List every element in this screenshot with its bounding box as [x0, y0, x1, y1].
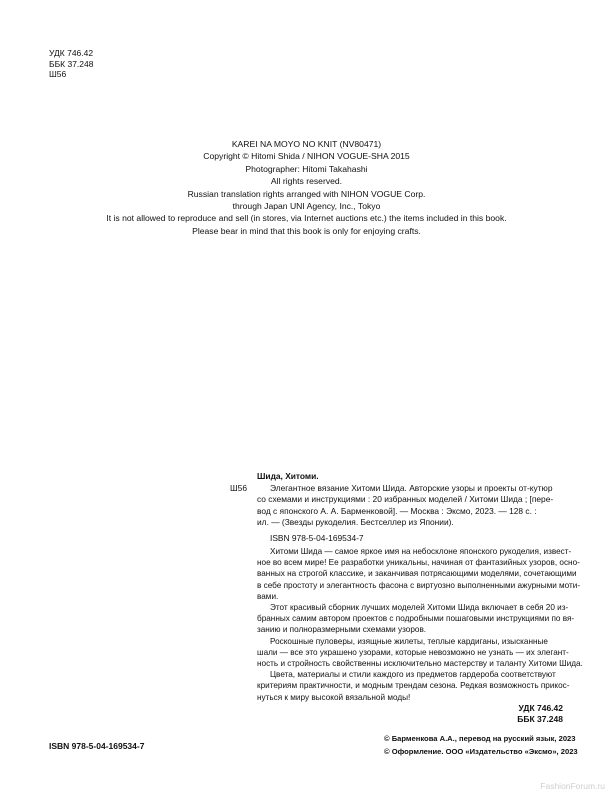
bottom-udk: УДК 746.42 — [518, 703, 563, 713]
author-mark: Ш56 — [49, 69, 67, 79]
copyright-line: KAREI NA MOYO NO KNIT (NV80471) — [231, 139, 382, 149]
paragraph-line: нуться к миру высокой вязальной моды! — [257, 692, 411, 702]
description-line: вод с японского А. А. Барменковой]. — Москва : Эксмо, 2023. — 128 с. : — [257, 505, 537, 516]
footer-isbn: ISBN 978-5-04-169534-7 — [49, 741, 145, 751]
paragraph-line: Хитоми Шида — самое яркое имя на небосклоне японского рукоделия, извест- — [270, 547, 572, 556]
author-heading: Шида, Хитоми. — [257, 471, 319, 481]
copyright-line: Copyright © Hitomi Shida / NIHON VOGUE-SHA 2015 — [203, 151, 410, 162]
footer-copyrights — [384, 733, 578, 758]
paragraph-line: ность и стройность свойственны исключительно мастерству и таланту Хитоми Шида. — [257, 659, 583, 669]
copyright-block — [0, 138, 613, 237]
bottom-bbk: ББК 37.248 — [517, 714, 563, 724]
paragraph-line: Роскошные пуловеры, изящные жилеты, теплые кардиганы, изысканные — [270, 636, 548, 646]
paragraph-line: в себе простоту и элегантность фасона с виртуозно выполненными ажурными моти- — [257, 580, 581, 590]
paragraph-line: критериям практичности, и модным трендам сезона. Редкая возможность прикос- — [257, 681, 570, 691]
design-copyright: © Оформление. ООО «Издательство «Эксмо», 2023 — [384, 746, 578, 756]
paragraph-line: вами. — [257, 591, 279, 601]
translation-copyright: © Барменкова А.А., перевод на русский язык, 2023 — [384, 734, 576, 743]
udk-code: УДК 746.42 — [49, 48, 94, 58]
bibliographic-description — [257, 483, 554, 528]
classification-block — [49, 48, 93, 80]
bottom-codes — [517, 703, 563, 725]
copyright-line: It is not allowed to reproduce and sell (in stores, via Internet auctions etc.) the items included in this book. — [106, 213, 507, 224]
paragraph-line: Цвета, материалы и стили каждого из предметов гардероба соответствуют — [270, 670, 556, 680]
copyright-line: All rights reserved. — [270, 176, 343, 187]
paragraph-line: шали — все это украшено узорами, которые невозможно не узнать — их элегант- — [257, 647, 569, 657]
description-line: Элегантное вязание Хитоми Шида. Авторские узоры и проекты от-кутюр — [270, 483, 553, 493]
paragraph-line: занию и полноразмерными схемами узоров. — [257, 625, 427, 635]
description-line: со схемами и инструкциями : 20 избранных моделей / Хитоми Шида ; [пере- — [257, 494, 554, 505]
copyright-line: through Japan UNI Agency, Inc., Tokyo — [232, 201, 381, 212]
copyright-line: Photographer: Hitomi Takahashi — [245, 163, 368, 174]
description-line: ил. — (Звезды рукоделия. Бестселлер из Японии). — [257, 516, 454, 527]
annotation — [257, 546, 583, 703]
paragraph-line: Этот красивый сборник лучших моделей Хитоми Шида включает в себя 20 из- — [270, 603, 569, 613]
watermark: FashionForum.ru — [540, 781, 605, 791]
copyright-line: Russian translation rights arranged with NIHON VOGUE Corp. — [187, 188, 426, 199]
bibliographic-mark: Ш56 — [230, 483, 247, 493]
paragraph-line: ное во всем мире! Ее разработки уникальны, начиная от фантазийных узоров, осно- — [257, 558, 580, 568]
paragraph-line: ванных на строгой классике, и заканчивая потрясающими моделями, сочетающими — [257, 569, 577, 579]
copyright-line: Please bear in mind that this book is only for enjoying crafts. — [192, 225, 421, 236]
bibliographic-isbn: ISBN 978-5-04-169534-7 — [270, 533, 364, 543]
paragraph-line: бранных самим автором проектов с подробными пошаговыми инструкциями по вя- — [257, 614, 575, 624]
bbk-code: ББК 37.248 — [49, 58, 94, 69]
